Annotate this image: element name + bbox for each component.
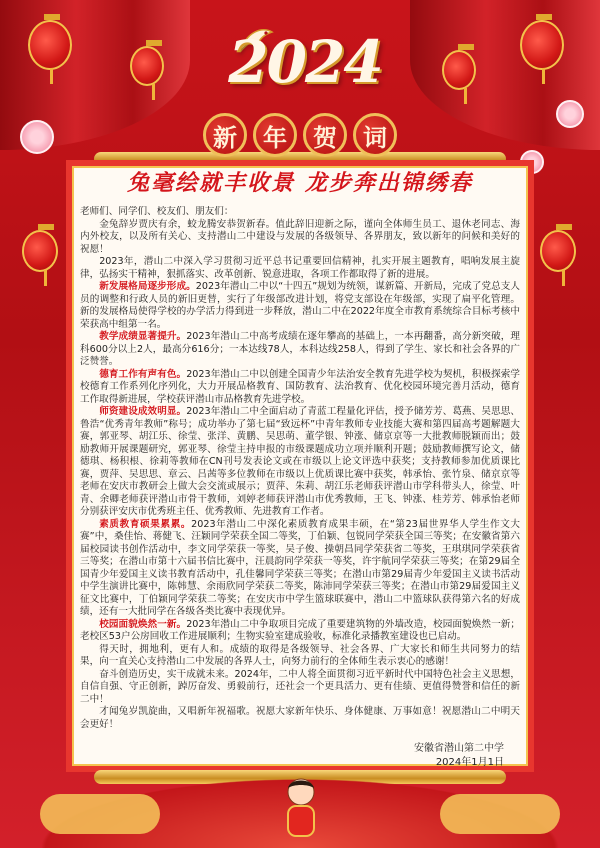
paragraph bbox=[80, 406, 520, 519]
paragraph-text: 2023年潜山二中以创建全国青少年法治安全教育先进学校为契机，积极探索学校德育工作系列化序列化，大力开展品格教育、国防教育、法治教育、优化校园环境完善月活动，德育工作取得新进展，学校获评潜山市品格教育先进学校。 bbox=[80, 368, 520, 405]
headline: 兔毫绘就丰收景 龙步奔出锦绣春 bbox=[127, 170, 473, 196]
section-heading: 德育工作有声有色。 bbox=[99, 368, 187, 380]
plum-blossom-icon bbox=[556, 100, 584, 128]
lantern-icon bbox=[442, 50, 476, 90]
paragraph bbox=[80, 369, 520, 407]
title-char: 新 bbox=[203, 113, 247, 157]
year-title: 2024 bbox=[228, 28, 382, 96]
letter-body bbox=[80, 206, 520, 766]
new-year-title bbox=[180, 112, 420, 158]
paragraph: 得天时，拥地利，更有人和。成绩的取得是各级领导、社会各界、广大家长和师生共同努力的结果，向一直关心支持潜山二中发展的各界人士，向努力前行的全体师生表示衷心的感谢！ bbox=[80, 643, 520, 667]
title-char: 贺 bbox=[303, 113, 347, 157]
signature bbox=[324, 742, 504, 770]
cloud-icon bbox=[40, 794, 160, 834]
lantern-icon bbox=[130, 46, 164, 86]
paragraph bbox=[80, 619, 520, 644]
section-heading: 素质教育硕果累累。 bbox=[99, 518, 192, 530]
lantern-icon bbox=[28, 20, 72, 70]
section-heading: 新发展格局逐步形成。 bbox=[99, 281, 196, 292]
signature-school: 安徽省潜山第二中学 bbox=[414, 743, 504, 754]
paragraph bbox=[80, 281, 520, 331]
salutation: 老师们、同学们、校友们、朋友们： bbox=[80, 206, 234, 217]
title-char: 词 bbox=[353, 113, 397, 157]
lantern-icon bbox=[22, 230, 58, 272]
paragraph bbox=[80, 519, 520, 619]
paragraph bbox=[80, 331, 520, 369]
plum-blossom-icon bbox=[20, 120, 54, 154]
paragraph-text: 2023年潜山二中高考成绩在逐年攀高的基础上，一本再翻番，高分新突破，理科600分以上2人，最高分616分；一本达线78人，本科达线258人，得到了学生、家长和社会各界的广泛赞誉。 bbox=[80, 331, 520, 367]
child-figure-icon bbox=[276, 774, 326, 844]
cloud-icon bbox=[440, 794, 560, 834]
paragraph-text: 2023年潜山二中全面启动了青蓝工程量化评估，授予储芳芳、葛燕、吴思思、鲁浩“优秀青年教师”称号；成功举办了第七届“致远杯”中青年教师专业技能大赛和第四届高考题解题大赛，郭亚琴、胡江乐、徐莹、张洋、黄鹏、吴思萌、董学银、钟涨、储京京等一大批教师脱颖而出；鼓励教师开展课题研究，郭亚琴、徐莹主持申报的市级课题成功立项并顺利开题；鼓励教师撰写论文，储德琪、杨积根、徐莉等教师在CN刊号发表论文或在市级以上论文评选中获奖；支持教师参加优质课比赛，贾萍、吴思思、章云、吕茜等多位教师在市级以上优质课比赛中获奖，韩承怡、张竹泉、储京京等老师在安庆市教研会上做大会交流或展示；贾萍、朱莉、胡江乐老师获评潜山市学科带头人，徐莹、叶青、余卿老师获评潜山市骨干教师，刘婷老师获评潜山市优秀教师，王飞、钟涨、桂芳芳、韩承怡老师分别获评安庆市优秀班主任、优秀教师、先进教育工作者。 bbox=[80, 406, 520, 517]
title-char: 年 bbox=[253, 113, 297, 157]
paragraph-text: 2023年潜山二中深化素质教育成果丰硕，在“第23届世界华人学生作文大赛”中，桑佳怡、蒋健飞、汪颖同学荣获全国二等奖，丁伯颖、包锐同学荣获全国三等奖；在安徽省第六届校园读书创作活动中，李文同学荣获一等奖，吴子俊、操朝昌同学荣获省二等奖，王琪琪同学荣获省三等奖；在潜山市第十六届书信比赛中，汪晨韵同学荣获一等奖，许宇航同学荣获三等奖；在第29届全国青少年爱国主义读书教育活动中，孔佳馨同学荣获三等奖；在潜山市第29届青少年爱国主义读书活动中学生演讲比赛中，陈韩慧、余雨欣同学荣获二等奖，陈沛同学荣获三等奖；在潜山市第29届爱国主义征文比赛中，丁伯颖同学荣获二等奖；在安庆市中学生篮球联赛中，潜山二中篮球队获得第六名的好成绩，还有一大批同学在各级各类比赛中表现优异。 bbox=[80, 518, 520, 617]
section-heading: 教学成绩显著提升。 bbox=[99, 331, 187, 342]
paragraph-text: 2023年潜山二中争取项目完成了重要建筑物的外墙改造，校园面貌焕然一新；老校区53户公房回收工作进展顺利；生物实验室建成验收，标准化录播教室建设也已启动。 bbox=[80, 618, 520, 642]
paragraph: 才闻兔岁凯旋曲，又唱新年祝福歌。祝愿大家新年快乐、身体健康、万事如意！祝愿潜山二中明天会更好！ bbox=[80, 706, 520, 730]
paragraph: 奋斗创造历史，实干成就未来。2024年，二中人将全面贯彻习近平新时代中国特色社会主义思想，自信自强、守正创新，踔厉奋发、勇毅前行，还社会一个更具活力、更有佳绩、更值得赞誉和信任的新二中！ bbox=[80, 668, 520, 705]
paragraph: 金兔辞岁贾庆有余，蛟龙腾安恭贺新春。值此辞旧迎新之际，谨向全体师生员工、退休老同志、海内外校友，以及所有关心、支持潜山二中建设与发展的各级领导、各界朋友，致以新年的问候和美好的祝愿！ bbox=[80, 218, 520, 255]
paragraph-text: 2023年潜山二中以“十四五”规划为统领，谋新篇、开新局，完成了党总支人员的调整和行政人员的新旧更替，实行了年级部改进计划，将党支部设在年级部，实现了扁平化管理。新的发展格局使得学校的办学活力得到进一步释放，潜山二中在2022年度全市教育系统综合目标考核中荣获高中组第一名。 bbox=[80, 281, 520, 330]
lantern-icon bbox=[540, 230, 576, 272]
lantern-icon bbox=[520, 20, 564, 70]
signature-date: 2024年1月1日 bbox=[435, 757, 504, 768]
section-heading: 校园面貌焕然一新。 bbox=[99, 618, 187, 630]
paragraph: 2023年，潜山二中深入学习贯彻习近平总书记重要回信精神，扎实开展主题教育，唱响发展主旋律，弘扬实干精神，狠抓落实、改革创新、锐意进取，各项工作都取得了新的进展。 bbox=[80, 256, 520, 280]
section-heading: 师资建设成效明显。 bbox=[99, 406, 187, 417]
